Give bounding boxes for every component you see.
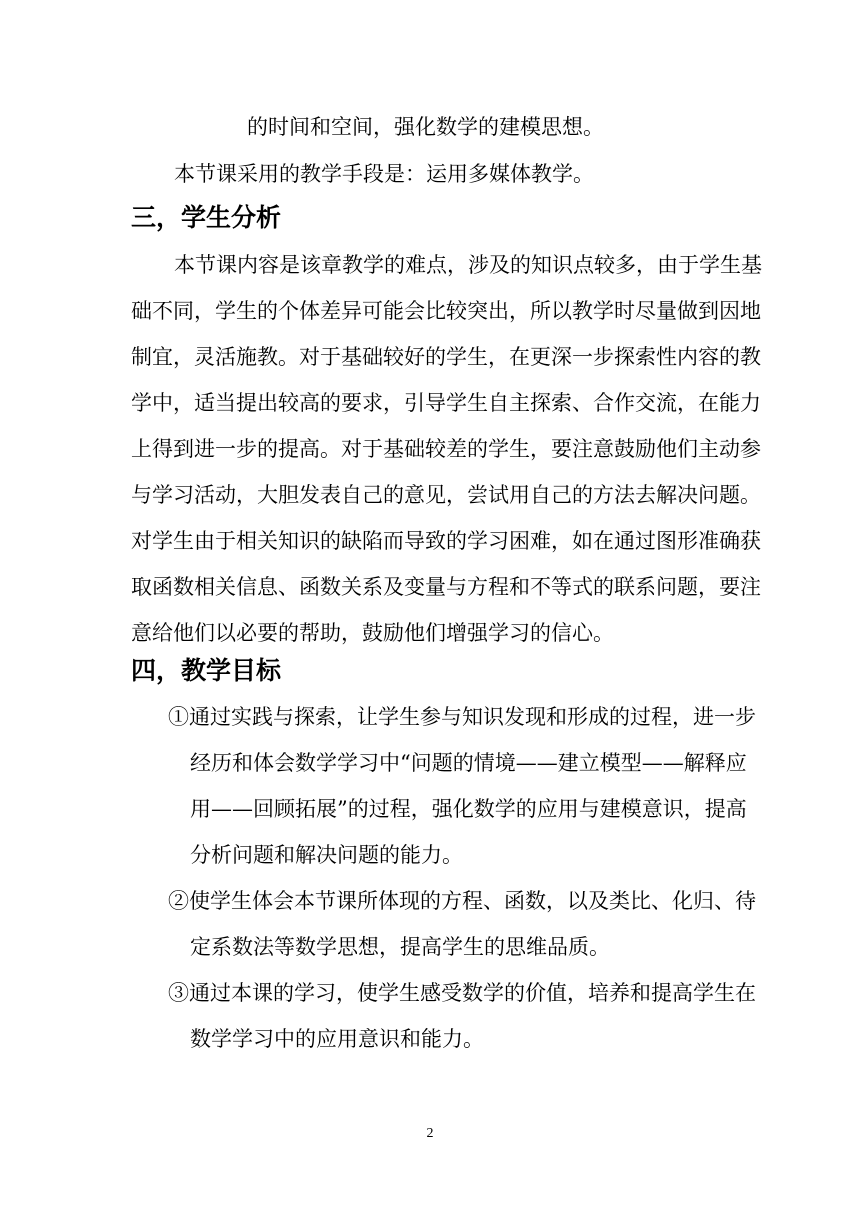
paragraph-line: 上得到进一步的提高。对于基础较差的学生，要注意鼓励他们主动参 (131, 437, 761, 461)
paragraph-line: 对学生由于相关知识的缺陷而导致的学习困难，如在通过图形准确获 (131, 529, 761, 553)
goal-line: 经历和体会数学学习中“问题的情境——建立模型——解释应 (190, 751, 747, 775)
goal-line: 数学学习中的应用意识和能力。 (190, 1027, 484, 1051)
section-heading-teaching-goals: 四，教学目标 (131, 656, 282, 685)
goal-line: ③通过本课的学习，使学生感受数学的价值，培养和提高学生在 (168, 981, 756, 1005)
goal-line: 分析问题和解决问题的能力。 (190, 843, 463, 867)
goal-line: ②使学生体会本节课所体现的方程、函数，以及类比、化归、待 (168, 889, 756, 913)
paragraph-line: 取函数相关信息、函数关系及变量与方程和不等式的联系问题，要注 (131, 575, 761, 599)
goal-line: 定系数法等数学思想，提高学生的思维品质。 (190, 935, 610, 959)
paragraph-line: 础不同，学生的个体差异可能会比较突出，所以教学时尽量做到因地 (131, 299, 761, 323)
page-number: 2 (426, 1126, 434, 1141)
paragraph-line: 制宜，灵活施教。对于基础较好的学生，在更深一步探索性内容的教 (131, 345, 761, 369)
paragraph-line: 意给他们以必要的帮助，鼓励他们增强学习的信心。 (131, 621, 614, 645)
goal-line: 用——回顾拓展”的过程，强化数学的应用与建模意识，提高 (190, 797, 747, 821)
intro-line-2: 本节课采用的教学手段是：运用多媒体教学。 (174, 162, 594, 186)
paragraph-line: 学中，适当提出较高的要求，引导学生自主探索、合作交流，在能力 (131, 391, 761, 415)
section-heading-student-analysis: 三，学生分析 (131, 203, 282, 232)
goal-line: ①通过实践与探索，让学生参与知识发现和形成的过程，进一步 (168, 705, 756, 729)
intro-line-1: 的时间和空间，强化数学的建模思想。 (247, 115, 604, 139)
paragraph-line: 与学习活动，大胆发表自己的意见，尝试用自己的方法去解决问题。 (131, 483, 761, 507)
paragraph-line: 本节课内容是该章教学的难点，涉及的知识点较多，由于学生基 (174, 253, 762, 277)
